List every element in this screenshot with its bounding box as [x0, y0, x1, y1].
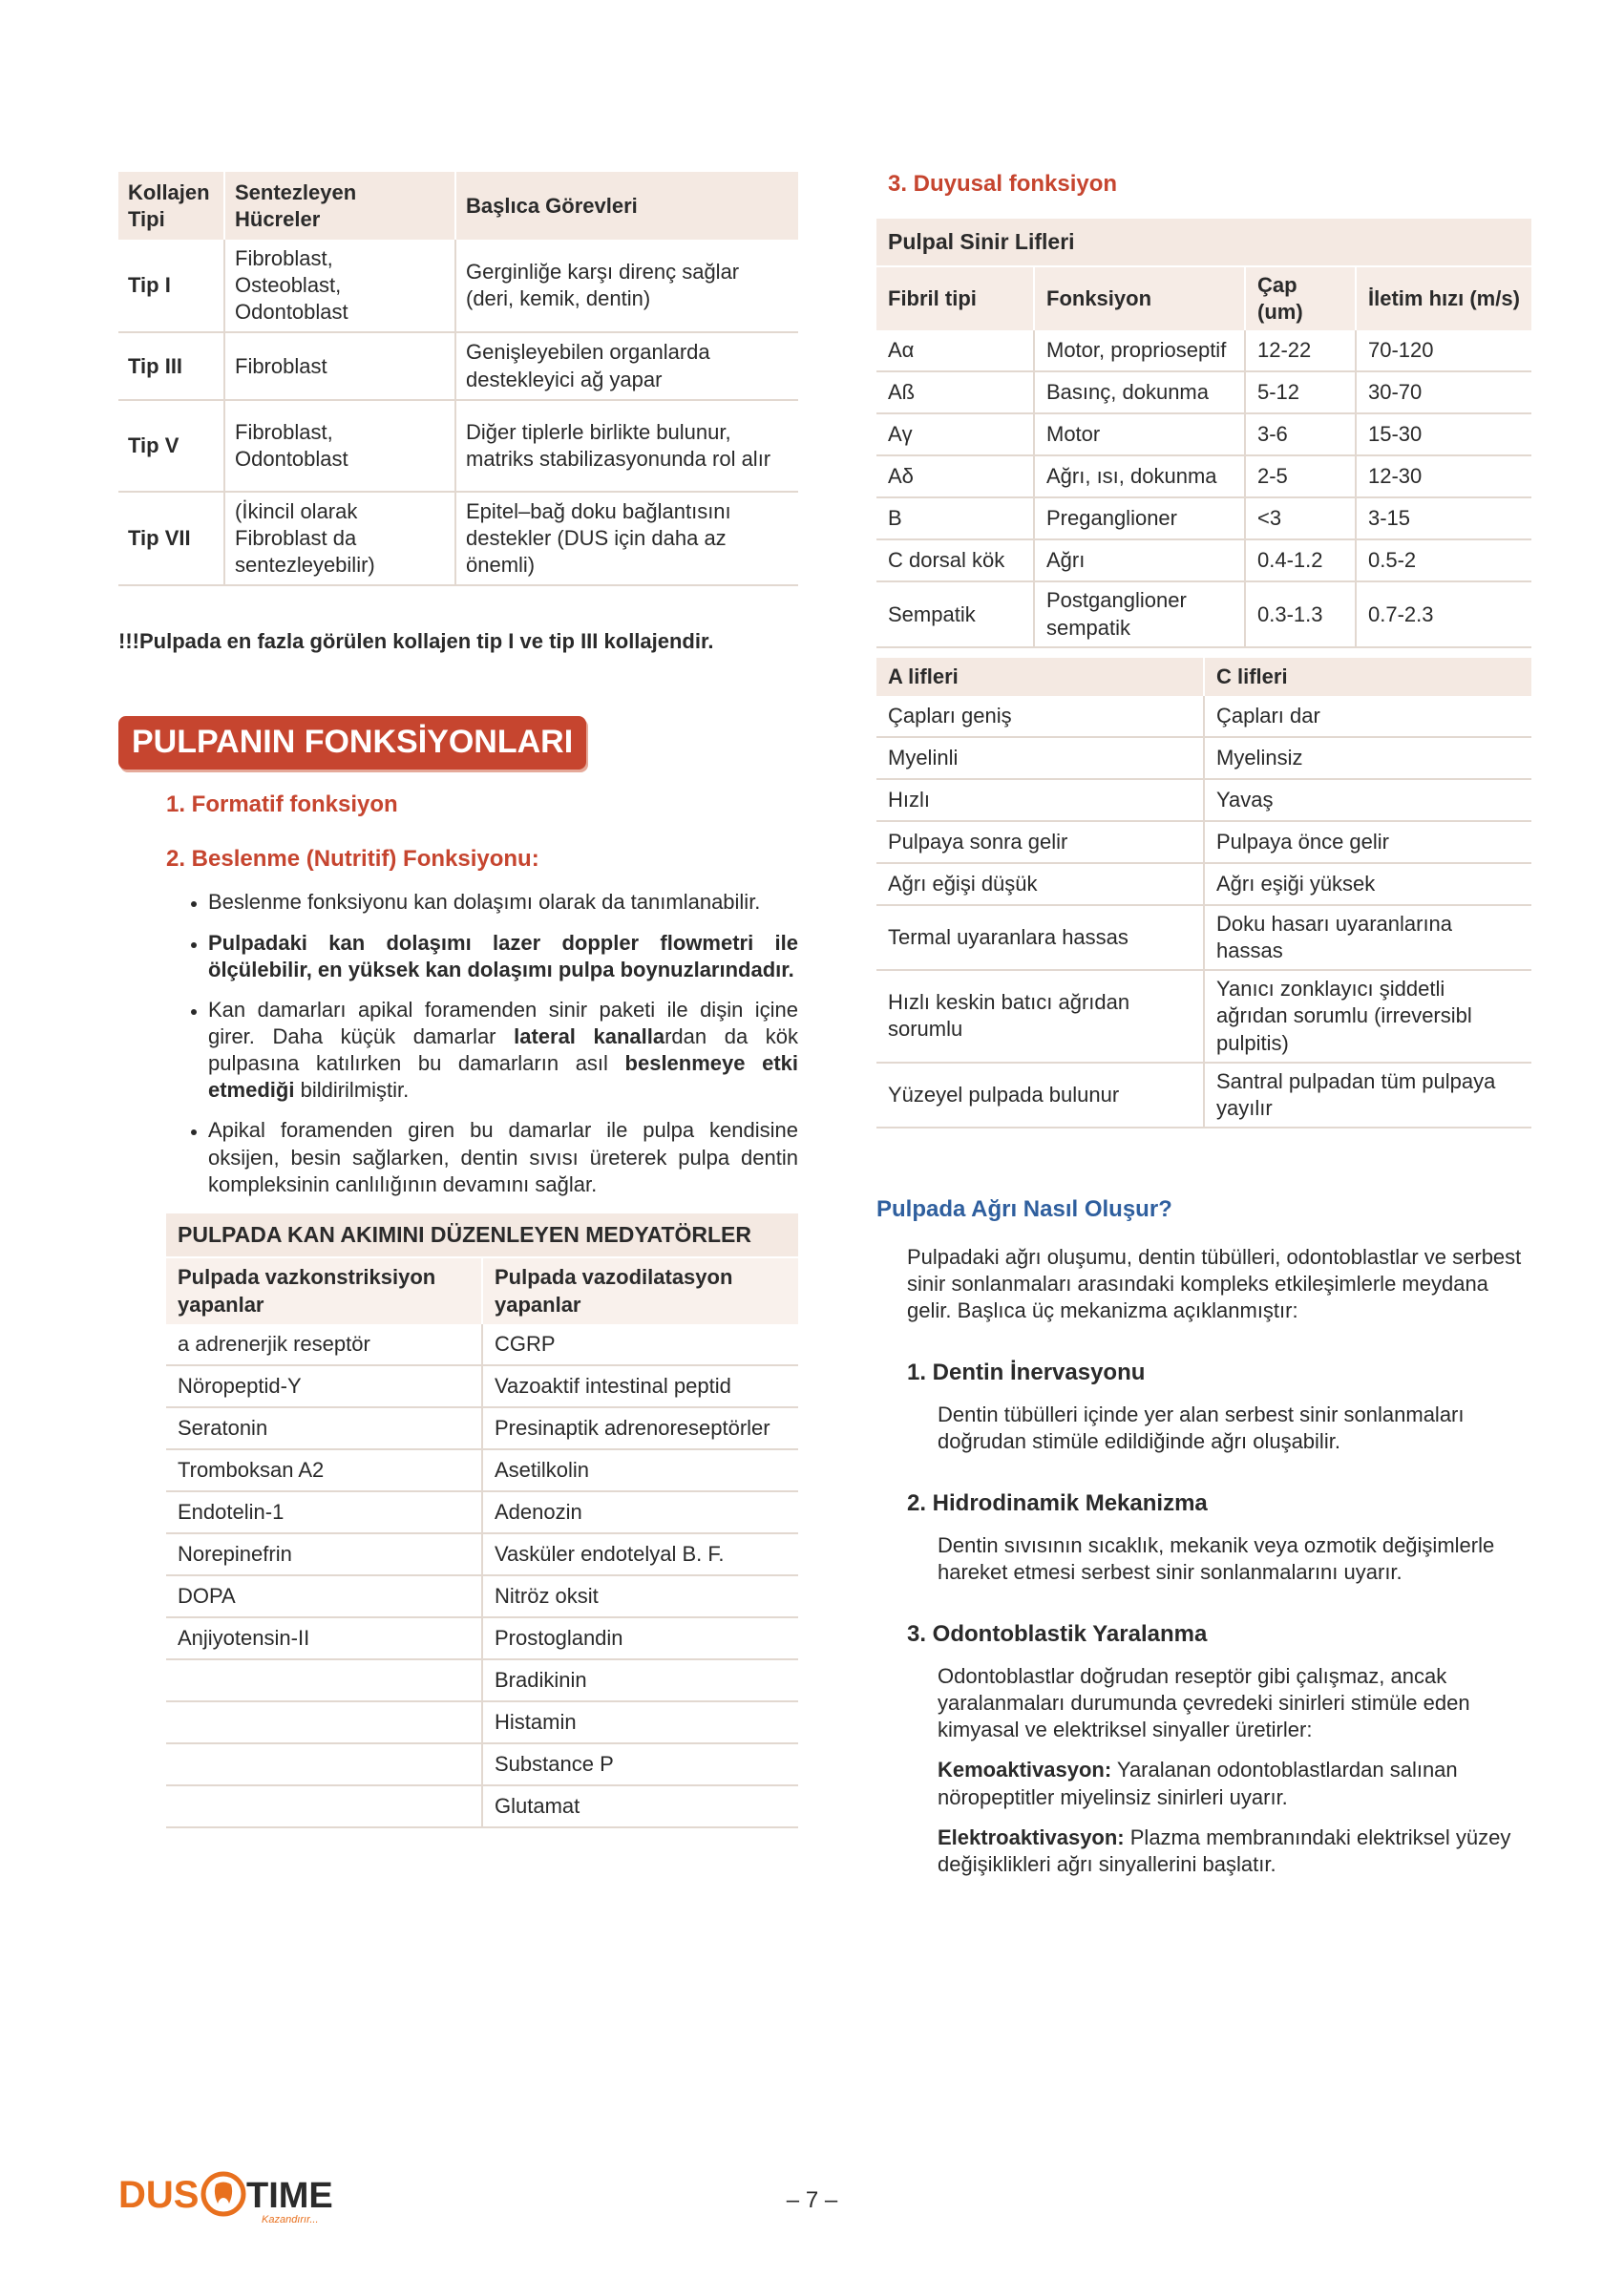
pain-intro: Pulpadaki ağrı oluşumu, dentin tübülleri, odontoblastlar ve serbest sinir sonlanmaları arasındaki kompleks etkileşimlerle meydana gelir. Başlıca üç mekanizma açıklanmıştır: [907, 1244, 1522, 1323]
fibril-type-cell: Sempatik [888, 601, 976, 626]
collagen-table [118, 172, 798, 586]
c-fiber-cell: Doku hasarı uyaranlarına hassas [1204, 905, 1531, 970]
logo-tagline: Kazandırır... [262, 2214, 319, 2225]
vasoconstriction-header: Pulpada vazkonstriksiyon yapanlar [166, 1257, 482, 1323]
table-row [876, 696, 1531, 737]
table-row [876, 737, 1531, 779]
collagen-type-cell: Tip III [128, 353, 183, 378]
fibril-type-cell: Aα [888, 338, 915, 363]
vasoconstrictor-cell: Tromboksan A2 [178, 1457, 325, 1482]
logo-text-dus: DUS [118, 2174, 200, 2216]
fibril-diameter-cell: 0.4-1.2 [1245, 539, 1356, 581]
fibril-speed-cell: 30-70 [1356, 371, 1531, 413]
table-row [118, 240, 798, 332]
fibril-speed-cell: 12-30 [1356, 455, 1531, 497]
nerve-header-fibril: Fibril tipi [876, 266, 1034, 330]
collagen-function-cell: Epitel–bağ doku bağlantısını destekler (DUS için daha az önemli) [455, 492, 798, 585]
collagen-header-type: Kollajen Tipi [118, 172, 224, 240]
vasodilator-cell: Bradikinin [482, 1659, 798, 1701]
kemoaktivasyon-label: Kemoaktivasyon: [938, 1758, 1112, 1782]
section-title: PULPANIN FONKSİYONLARI [118, 716, 586, 770]
table-row [166, 1533, 798, 1575]
list-item-bold: beslenmeye etki etmediği [208, 1051, 799, 1103]
nerve-title-row [876, 219, 1531, 266]
ac-table-body [876, 696, 1531, 1128]
list-item-bold: lateral kanalla [514, 1023, 665, 1048]
table-row [876, 330, 1531, 371]
collagen-type-cell: Tip I [128, 273, 171, 298]
fibril-function-cell: Motor, proprioseptif [1034, 330, 1245, 371]
right-column [876, 170, 1531, 1878]
c-fiber-cell: Santral pulpadan tüm pulpaya yayılır [1204, 1063, 1531, 1128]
collagen-cells-cell: Fibroblast, Osteoblast, Odontoblast [224, 240, 455, 332]
fibril-speed-cell: 0.5-2 [1356, 539, 1531, 581]
a-fiber-cell: Hızlı [888, 787, 930, 812]
table-row [118, 492, 798, 585]
fibril-diameter-cell: <3 [1245, 497, 1356, 539]
vasoconstrictor-cell: a adrenerjik reseptör [178, 1331, 370, 1356]
vasodilator-cell: CGRP [482, 1324, 798, 1365]
collagen-header-cells: Sentezleyen Hücreler [224, 172, 455, 240]
mechanism-3-text: Odontoblastlar doğrudan reseptör gibi çalışmaz, ancak yaralanmaları durumunda çevredeki sinirleri stimüle eden kimyasal ve elektriksel sinyaller üretirler: [938, 1664, 1470, 1742]
vasoconstrictor-cell: Nöropeptid-Y [178, 1373, 302, 1398]
nerve-header-function: Fonksiyon [1034, 266, 1245, 330]
collagen-cells-cell: Fibroblast [224, 332, 455, 399]
fibril-type-cell: B [888, 506, 902, 531]
list-item [208, 997, 798, 1105]
mediator-table [166, 1213, 798, 1828]
collagen-header-functions: Başlıca Görevleri [466, 193, 638, 218]
mediator-table-body [166, 1324, 798, 1827]
vasodilator-cell: Glutamat [482, 1785, 798, 1827]
table-row [876, 905, 1531, 970]
table-row [876, 779, 1531, 821]
mediator-header-row [166, 1257, 798, 1323]
fibril-type-cell: Aδ [888, 464, 914, 489]
collagen-function-cell: Genişleyebilen organlarda destekleyici ağ yapar [455, 332, 798, 399]
list-item: • Apikal foramenden giren bu damarlar ile pulpa kendisine oksijen, besin sağlarken, dentin sıvısı üreterek pulpa dentin kompleksinin canlılığının devamını sağlar. [208, 1117, 798, 1197]
table-row [876, 863, 1531, 905]
collagen-type-cell: Tip VII [128, 525, 191, 550]
list-item: • Beslenme fonksiyonu kan dolaşımı olarak da tanımlanabilir. [208, 889, 798, 916]
kemoaktivasyon-paragraph [938, 1757, 1531, 1810]
vasoconstrictor-cell: Seratonin [178, 1415, 268, 1440]
c-fiber-cell: Yavaş [1204, 779, 1531, 821]
ac-header-row [876, 658, 1531, 696]
fibril-type-cell: C dorsal kök [888, 548, 1005, 573]
vasodilator-cell: Asetilkolin [482, 1449, 798, 1491]
table-row [118, 332, 798, 399]
beslenme-heading: 2. Beslenme (Nutritif) Fonksiyonu: [166, 845, 539, 872]
table-row [166, 1449, 798, 1491]
c-fiber-cell: Yanıcı zonklayıcı şiddetli ağrıdan sorumlu (irreversibl pulpitis) [1204, 970, 1531, 1062]
vasoconstrictor-cell [166, 1785, 482, 1827]
vasoconstrictor-cell [166, 1701, 482, 1743]
logo-text-time: TIME [246, 2176, 333, 2216]
collagen-header-row [118, 172, 798, 240]
list-item-text: Kan damarları apikal foramenden sinir paketi ile dişin içine girer. Daha küçük damarlar [208, 997, 798, 1048]
collagen-note: !!!Pulpada en fazla görülen kollajen tip I ve tip III kollajendir. [118, 629, 714, 654]
a-fiber-cell: Yüzeyel pulpada bulunur [888, 1082, 1120, 1107]
c-fiber-cell: Çapları dar [1204, 696, 1531, 737]
table-row [166, 1785, 798, 1827]
table-row [166, 1365, 798, 1407]
collagen-cells-cell: (İkincil olarak Fibroblast da sentezleyebilir) [224, 492, 455, 585]
table-row [876, 821, 1531, 863]
list-item-text: bildirilmiştir. [294, 1078, 410, 1103]
fibril-type-cell: Aγ [888, 422, 913, 447]
table-row [876, 413, 1531, 455]
fibril-diameter-cell: 3-6 [1245, 413, 1356, 455]
fibril-function-cell: Ağrı, ısı, dokunma [1034, 455, 1245, 497]
vasodilator-cell: Adenozin [482, 1491, 798, 1533]
left-column [118, 172, 798, 1828]
fibril-speed-cell: 15-30 [1356, 413, 1531, 455]
vasodilation-header: Pulpada vazodilatasyon yapanlar [482, 1257, 798, 1323]
vasodilator-cell: Substance P [482, 1743, 798, 1785]
fibril-function-cell: Ağrı [1034, 539, 1245, 581]
formatif-heading: 1. Formatif fonksiyon [166, 791, 398, 817]
elektroaktivasyon-paragraph [938, 1825, 1531, 1878]
fibril-diameter-cell: 12-22 [1245, 330, 1356, 371]
vasoconstrictor-cell: DOPA [178, 1583, 236, 1608]
page-number: – 7 – [786, 2187, 838, 2213]
vasoconstrictor-cell [166, 1743, 482, 1785]
table-row [876, 1063, 1531, 1128]
mediator-table-title: PULPADA KAN AKIMINI DÜZENLEYEN MEDYATÖRLER [166, 1213, 798, 1257]
fibril-speed-cell: 70-120 [1356, 330, 1531, 371]
table-row [876, 539, 1531, 581]
table-row [166, 1743, 798, 1785]
kemoaktivasyon-text: Yaralanan odontoblastlardan salınan nöropeptitler miyelinsiz sinirleri uyarır. [938, 1758, 1458, 1809]
mechanism-3-title: 3. Odontoblastik Yaralanma [907, 1621, 1208, 1648]
table-row [166, 1701, 798, 1743]
a-fiber-cell: Myelinli [888, 745, 959, 770]
collagen-cells-cell: Fibroblast, Odontoblast [224, 400, 455, 492]
collagen-type-cell: Tip V [128, 432, 179, 457]
elektroaktivasyon-label: Elektroaktivasyon: [938, 1825, 1125, 1849]
c-fiber-cell: Myelinsiz [1204, 737, 1531, 779]
table-row [118, 400, 798, 492]
mechanism-1-text: Dentin tübülleri içinde yer alan serbest sinir sonlanmaları doğrudan stimüle edildiğinde ağrı oluşabilir. [938, 1402, 1465, 1454]
table-row [166, 1324, 798, 1365]
table-row [166, 1575, 798, 1617]
collagen-function-cell: Diğer tiplerle birlikte bulunur, matriks stabilizasyonunda rol alır [455, 400, 798, 492]
nerve-header-speed: İletim hızı (m/s) [1356, 266, 1531, 330]
nerve-table-body [876, 330, 1531, 646]
table-row [166, 1407, 798, 1449]
nerve-header-diameter: Çap (um) [1245, 266, 1356, 330]
fibril-diameter-cell: 2-5 [1245, 455, 1356, 497]
table-row [876, 497, 1531, 539]
fibril-function-cell: Basınç, dokunma [1034, 371, 1245, 413]
table-row [876, 371, 1531, 413]
a-fiber-cell: Pulpaya sonra gelir [888, 829, 1068, 854]
mechanism-2-title: 2. Hidrodinamik Mekanizma [907, 1490, 1208, 1517]
mechanism-2-text: Dentin sıvısının sıcaklık, mekanik veya ozmotik değişimlerle hareket etmesi serbest sinir sonlanmalarını uyarır. [938, 1532, 1495, 1585]
vasodilator-cell: Vasküler endotelyal B. F. [482, 1533, 798, 1575]
a-fiber-cell: Termal uyaranlara hassas [888, 925, 1128, 950]
list-item: • Pulpadaki kan dolaşımı lazer doppler flowmetri ile ölçülebilir, en yüksek kan dolaşımı pulpa boynuzlarındadır. [208, 930, 798, 983]
list-item-text: rdan da kök pulpasına katılırken bu damarların asıl [208, 1023, 798, 1076]
vasodilator-cell: Nitröz oksit [482, 1575, 798, 1617]
fibril-speed-cell: 3-15 [1356, 497, 1531, 539]
nerve-fiber-table [876, 219, 1531, 648]
vasoconstrictor-cell: Endotelin-1 [178, 1499, 285, 1524]
collagen-function-cell: Gerginliğe karşı direnç sağlar (deri, kemik, dentin) [455, 240, 798, 332]
c-fibers-header: C lifleri [1216, 664, 1288, 688]
fibril-diameter-cell: 5-12 [1245, 371, 1356, 413]
mediator-title-row [166, 1213, 798, 1257]
table-row [166, 1659, 798, 1701]
pain-heading: Pulpada Ağrı Nasıl Oluşur? [876, 1196, 1172, 1223]
beslenme-bullets [166, 889, 798, 1198]
c-fiber-cell: Ağrı eşiği yüksek [1204, 863, 1531, 905]
mechanism-1-title: 1. Dentin İnervasyonu [907, 1360, 1146, 1386]
fibril-function-cell: Motor [1034, 413, 1245, 455]
table-row [166, 1617, 798, 1659]
vasoconstrictor-cell: Anjiyotensin-II [178, 1625, 310, 1650]
duyusal-heading: 3. Duyusal fonksiyon [888, 171, 1118, 197]
elektroaktivasyon-text: Plazma membranındaki elektriksel yüzey değişiklikleri ağrı sinyallerini başlatır. [938, 1825, 1511, 1876]
fibril-type-cell: Aß [888, 380, 916, 405]
table-row [876, 970, 1531, 1062]
fibril-function-cell: Postganglioner sempatik [1034, 581, 1245, 646]
a-fibers-header: A lifleri [876, 658, 1204, 696]
vasodilator-cell: Presinaptik adrenoreseptörler [482, 1407, 798, 1449]
vasodilator-cell: Prostoglandin [482, 1617, 798, 1659]
vasodilator-cell: Vazoaktif intestinal peptid [482, 1365, 798, 1407]
table-row [876, 581, 1531, 646]
nerve-table-title: Pulpal Sinir Lifleri [876, 219, 1531, 266]
a-c-fiber-table [876, 658, 1531, 1128]
a-fiber-cell: Hızlı keskin batıcı ağrıdan sorumlu [888, 990, 1130, 1042]
vasodilator-cell: Histamin [482, 1701, 798, 1743]
fibril-diameter-cell: 0.3-1.3 [1245, 581, 1356, 646]
a-fiber-cell: Ağrı eğişi düşük [888, 871, 1038, 896]
vasoconstrictor-cell [166, 1659, 482, 1701]
table-row [166, 1491, 798, 1533]
vasoconstrictor-cell: Norepinefrin [178, 1541, 292, 1566]
table-row [876, 455, 1531, 497]
a-fiber-cell: Çapları geniş [888, 703, 1012, 728]
fibril-speed-cell: 0.7-2.3 [1356, 581, 1531, 646]
nerve-header-row [876, 266, 1531, 330]
fibril-function-cell: Preganglioner [1034, 497, 1245, 539]
c-fiber-cell: Pulpaya önce gelir [1204, 821, 1531, 863]
